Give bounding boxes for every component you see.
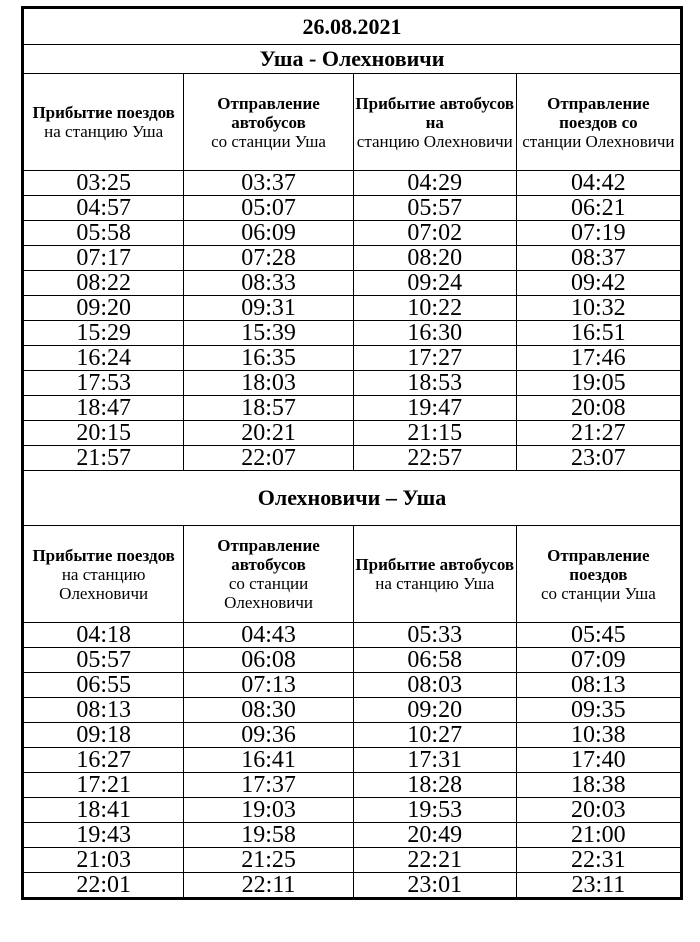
time-cell: 19:43 (24, 823, 184, 848)
time-cell: 08:30 (184, 698, 354, 723)
time-cell: 15:39 (184, 321, 354, 346)
time-cell: 16:35 (184, 346, 354, 371)
time-cell: 22:31 (516, 848, 680, 873)
time-cell: 22:57 (353, 446, 516, 471)
time-cell: 06:21 (516, 196, 680, 221)
table-row (24, 648, 681, 673)
time-cell: 19:53 (353, 798, 516, 823)
table-row (24, 848, 681, 873)
time-cell: 17:27 (353, 346, 516, 371)
column-header-normal: со станции Уша (211, 131, 326, 151)
column-header (184, 74, 354, 171)
table-row (24, 371, 681, 396)
time-cell: 07:09 (516, 648, 680, 673)
table-row (24, 246, 681, 271)
table-row (24, 171, 681, 196)
time-cell: 21:03 (24, 848, 184, 873)
time-cell: 08:37 (516, 246, 680, 271)
time-cell: 05:07 (184, 196, 354, 221)
time-cell: 06:55 (24, 673, 184, 698)
table-row (24, 748, 681, 773)
column-header-bold: Отправление автобусов (217, 536, 320, 574)
time-cell: 17:21 (24, 773, 184, 798)
table-row (24, 396, 681, 421)
time-cell: 22:01 (24, 873, 184, 898)
table-row (24, 823, 681, 848)
table-row (24, 271, 681, 296)
time-cell: 04:42 (516, 171, 680, 196)
time-cell: 09:31 (184, 296, 354, 321)
table-row (24, 221, 681, 246)
time-cell: 07:17 (24, 246, 184, 271)
table-row (24, 698, 681, 723)
schedule-sheet (21, 6, 683, 900)
table-row (24, 873, 681, 898)
time-cell: 04:43 (184, 623, 354, 648)
column-header-bold: Прибытие автобусов (355, 555, 515, 574)
column-header-normal: со станции Уша (540, 583, 656, 603)
time-cell: 22:11 (184, 873, 354, 898)
time-cell: 18:41 (24, 798, 184, 823)
table-row (24, 798, 681, 823)
column-header (24, 526, 184, 623)
column-header-normal: станцию Олехновичи (356, 131, 513, 151)
column-header (353, 526, 516, 623)
time-cell: 09:24 (353, 271, 516, 296)
time-cell: 10:38 (516, 723, 680, 748)
time-cell: 08:20 (353, 246, 516, 271)
table-row (24, 623, 681, 648)
table-row (24, 773, 681, 798)
time-cell: 17:31 (353, 748, 516, 773)
time-cell: 04:29 (353, 171, 516, 196)
time-cell: 20:03 (516, 798, 680, 823)
column-header (516, 526, 680, 623)
column-header-normal: на станцию Уша (44, 122, 164, 141)
column-header-row (24, 74, 681, 171)
time-cell: 05:57 (24, 648, 184, 673)
column-header-normal: на станцию Уша (375, 574, 495, 593)
time-cell: 10:22 (353, 296, 516, 321)
time-cell: 04:57 (24, 196, 184, 221)
time-cell: 22:07 (184, 446, 354, 471)
column-header-row (24, 526, 681, 623)
time-cell: 09:35 (516, 698, 680, 723)
column-header-normal: со станции Олехновичи (224, 574, 314, 612)
time-cell: 07:19 (516, 221, 680, 246)
time-cell: 19:58 (184, 823, 354, 848)
column-header-bold: Прибытие автобусов на (355, 93, 515, 132)
schedule-date: 26.08.2021 (24, 9, 681, 45)
column-header-bold: Отправление поездов (547, 545, 650, 584)
time-cell: 05:57 (353, 196, 516, 221)
time-cell: 08:33 (184, 271, 354, 296)
time-cell: 21:57 (24, 446, 184, 471)
time-cell: 03:37 (184, 171, 354, 196)
date-row (24, 9, 681, 45)
time-cell: 18:28 (353, 773, 516, 798)
time-cell: 08:22 (24, 271, 184, 296)
time-cell: 05:45 (516, 623, 680, 648)
route-title: Уша - Олехновичи (24, 45, 681, 74)
time-cell: 21:27 (516, 421, 680, 446)
time-cell: 23:07 (516, 446, 680, 471)
time-cell: 18:03 (184, 371, 354, 396)
time-cell: 09:36 (184, 723, 354, 748)
route-title: Олехновичи – Уша (24, 471, 681, 526)
schedule-table (23, 8, 681, 898)
time-cell: 23:11 (516, 873, 680, 898)
time-cell: 06:08 (184, 648, 354, 673)
time-cell: 21:00 (516, 823, 680, 848)
time-cell: 18:57 (184, 396, 354, 421)
table-row (24, 296, 681, 321)
table-row (24, 196, 681, 221)
time-cell: 19:47 (353, 396, 516, 421)
time-cell: 20:15 (24, 421, 184, 446)
time-cell: 18:47 (24, 396, 184, 421)
time-cell: 16:51 (516, 321, 680, 346)
column-header-normal: станции Олехновичи (522, 131, 675, 151)
time-cell: 05:33 (353, 623, 516, 648)
time-cell: 08:13 (24, 698, 184, 723)
column-header-normal: на станцию Олехновичи (59, 564, 149, 603)
time-cell: 18:38 (516, 773, 680, 798)
time-cell: 06:58 (353, 648, 516, 673)
table-row (24, 421, 681, 446)
time-cell: 09:18 (24, 723, 184, 748)
time-cell: 08:13 (516, 673, 680, 698)
time-cell: 04:18 (24, 623, 184, 648)
column-header-bold: Отправление автобусов (217, 93, 320, 132)
route-title-row (24, 45, 681, 74)
table-row (24, 673, 681, 698)
time-cell: 18:53 (353, 371, 516, 396)
time-cell: 20:21 (184, 421, 354, 446)
column-header-bold: Прибытие поездов (32, 103, 175, 122)
time-cell: 20:08 (516, 396, 680, 421)
time-cell: 09:42 (516, 271, 680, 296)
column-header-bold: Прибытие поездов (32, 545, 175, 565)
time-cell: 17:46 (516, 346, 680, 371)
time-cell: 05:58 (24, 221, 184, 246)
time-cell: 21:25 (184, 848, 354, 873)
time-cell: 06:09 (184, 221, 354, 246)
time-cell: 16:27 (24, 748, 184, 773)
time-cell: 03:25 (24, 171, 184, 196)
time-cell: 15:29 (24, 321, 184, 346)
time-cell: 23:01 (353, 873, 516, 898)
time-cell: 22:21 (353, 848, 516, 873)
time-cell: 21:15 (353, 421, 516, 446)
column-header (24, 74, 184, 171)
time-cell: 17:40 (516, 748, 680, 773)
time-cell: 17:53 (24, 371, 184, 396)
time-cell: 09:20 (24, 296, 184, 321)
time-cell: 10:32 (516, 296, 680, 321)
time-cell: 07:13 (184, 673, 354, 698)
time-cell: 10:27 (353, 723, 516, 748)
table-row (24, 723, 681, 748)
time-cell: 19:05 (516, 371, 680, 396)
time-cell: 07:28 (184, 246, 354, 271)
time-cell: 09:20 (353, 698, 516, 723)
time-cell: 07:02 (353, 221, 516, 246)
table-row (24, 346, 681, 371)
time-cell: 20:49 (353, 823, 516, 848)
column-header (516, 74, 680, 171)
time-cell: 16:30 (353, 321, 516, 346)
route-title-row (24, 471, 681, 526)
time-cell: 17:37 (184, 773, 354, 798)
table-row (24, 321, 681, 346)
time-cell: 19:03 (184, 798, 354, 823)
column-header (184, 526, 354, 623)
time-cell: 16:24 (24, 346, 184, 371)
table-row (24, 446, 681, 471)
column-header (353, 74, 516, 171)
time-cell: 16:41 (184, 748, 354, 773)
time-cell: 08:03 (353, 673, 516, 698)
column-header-bold: Отправление поездов со (547, 93, 650, 132)
